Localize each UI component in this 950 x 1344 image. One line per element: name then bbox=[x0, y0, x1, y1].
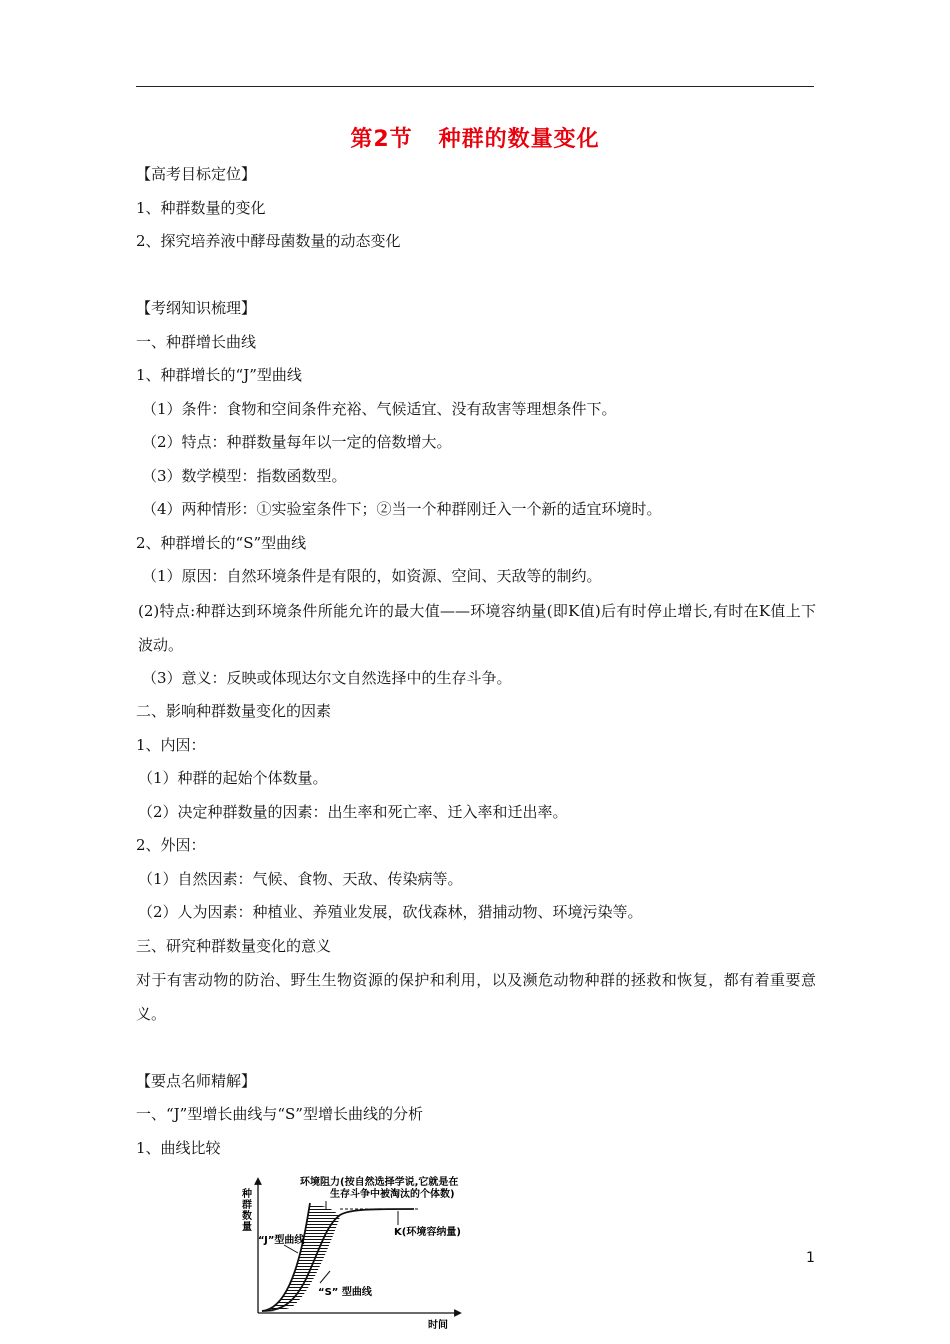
internal-factors: 1、内因： bbox=[136, 735, 206, 754]
header-rule bbox=[136, 86, 814, 87]
internal-factor-1: （1）种群的起始个体数量。 bbox=[138, 769, 328, 787]
resistance-label-2: 生存斗争中被淘汰的个体数) bbox=[330, 1189, 455, 1200]
section-number: 第2节 bbox=[350, 127, 413, 152]
curve-comparison: 1、曲线比较 bbox=[136, 1138, 221, 1157]
x-axis-label: 时间 bbox=[428, 1320, 448, 1331]
s-curve-meaning: （3）意义：反映或体现达尔文自然选择中的生存斗争。 bbox=[142, 668, 512, 687]
y-label-char-2: 群 bbox=[242, 1200, 252, 1211]
growth-curve-figure bbox=[222, 1175, 522, 1335]
y-label-char-3: 数 bbox=[242, 1211, 252, 1222]
external-factor-2: （2）人为因素：种植业、养殖业发展，砍伐森林，猎捕动物、环境污染等。 bbox=[138, 903, 643, 921]
section-3-heading: 三、研究种群数量变化的意义 bbox=[136, 936, 332, 955]
heading-goal: 【高考目标定位】 bbox=[136, 165, 257, 183]
section-title bbox=[0, 122, 950, 153]
j-curve-model: （3）数学模型：指数函数型。 bbox=[142, 466, 347, 485]
page-number: 1 bbox=[806, 1250, 815, 1266]
heading-outline: 【考纲知识梳理】 bbox=[136, 299, 257, 317]
section-name: 种群的数量变化 bbox=[438, 127, 600, 152]
item-s-curve: 2、种群增长的“S”型曲线 bbox=[136, 533, 307, 552]
s-curve-feature: (2)特点:种群达到环境条件所能允许的最大值——环境容纳量(即K值)后有时停止增长,有时在K值上下波动。 bbox=[138, 601, 816, 654]
heading-key-points: 【要点名师精解】 bbox=[136, 1071, 257, 1090]
s-label-pointer bbox=[320, 1271, 330, 1283]
j-curve-cases: （4）两种情形：①实验室条件下；②当一个种群刚迁入一个新的适宜环境时。 bbox=[142, 500, 662, 518]
resistance-label-1: 环境阻力(按自然选择学说,它就是在 bbox=[300, 1177, 459, 1188]
goal-item-1: 1、种群数量的变化 bbox=[136, 198, 266, 217]
s-curve-label: “S” 型曲线 bbox=[318, 1287, 372, 1298]
internal-factor-2: （2）决定种群数量的因素：出生率和死亡率、迁入率和迁出率。 bbox=[138, 802, 568, 821]
section-2-heading: 二、影响种群数量变化的因素 bbox=[136, 702, 332, 720]
key-section-1: 一、“J”型增长曲线与“S”型增长曲线的分析 bbox=[136, 1105, 423, 1123]
external-factors: 2、外因： bbox=[136, 836, 206, 854]
s-curve-cause: （1）原因：自然环境条件是有限的，如资源、空间、天敌等的制约。 bbox=[142, 567, 602, 585]
y-label-char-1: 种 bbox=[242, 1189, 252, 1200]
external-factor-1: （1）自然因素：气候、食物、天敌、传染病等。 bbox=[138, 869, 463, 888]
document-body bbox=[136, 158, 816, 1165]
j-curve-condition: （1）条件：食物和空间条件充裕、气候适宜、没有敌害等理想条件下。 bbox=[142, 399, 617, 418]
goal-item-2: 2、探究培养液中酵母菌数量的动态变化 bbox=[136, 232, 401, 250]
y-axis-label bbox=[241, 1187, 255, 1233]
j-curve-feature: （2）特点：种群数量每年以一定的倍数增大。 bbox=[142, 433, 452, 451]
item-j-curve: 1、种群增长的“J”型曲线 bbox=[136, 366, 302, 384]
j-curve-label: “J”型曲线 bbox=[258, 1235, 305, 1246]
section-3-text: 对于有害动物的防治、野生生物资源的保护和利用，以及濒危动物种群的拯救和恢复，都有着重要意义。 bbox=[136, 971, 816, 1023]
k-label: K(环境容纳量) bbox=[394, 1227, 461, 1238]
y-label-char-4: 量 bbox=[242, 1222, 252, 1233]
section-1-heading: 一、种群增长曲线 bbox=[136, 332, 257, 351]
j-label-pointer bbox=[284, 1245, 298, 1253]
